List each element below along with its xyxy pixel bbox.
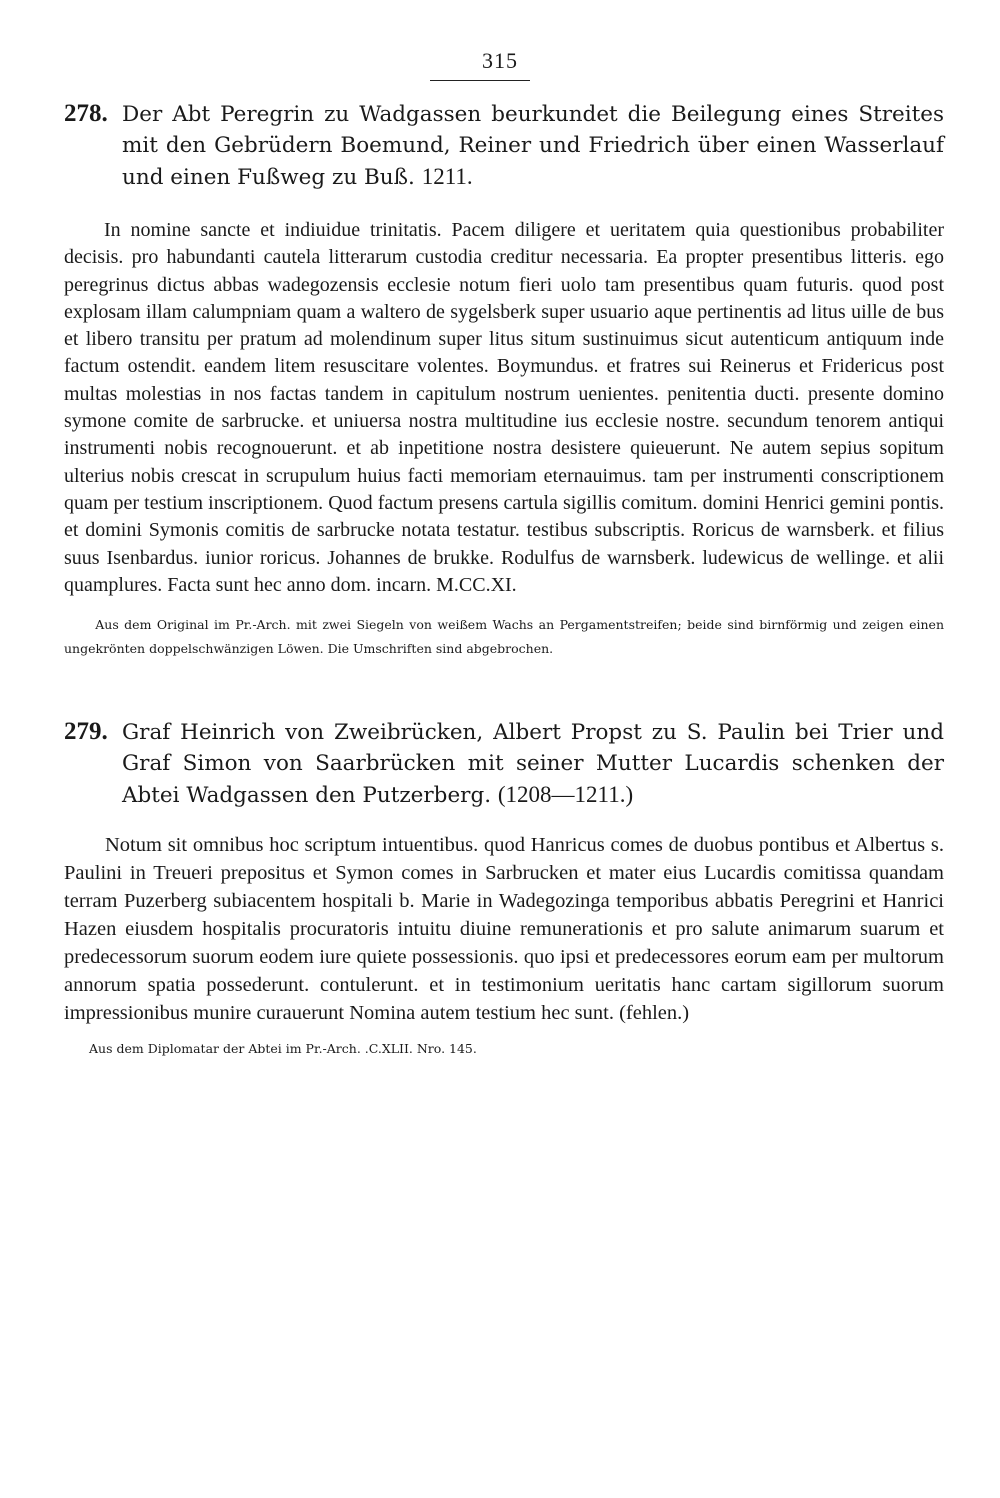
charter-text-paragraph: In nomine sancte et indiuidue trinitatis. Pacem diligere et ueritatem quia questionibus probabiliter decisis. pro habundanti cautela litterarum custodia creditur necessaria. Ea propter presentibus litteris. ego peregrinus dictus abbas wadegozensis ecclesie notum fieri uolo tam presentibus quam futuris. quod post explosam illam calumpniam quam a waltero de sygelsberk super usuario aque pertinentis ad litus uille de bus et libero transitu per pratum ad molendinum super litus situm sustinuimus sicut autenticum antiquum inde factum ostendit. eandem litem resuscitare volentes. Boymundus. et fratres sui Reinerus et Fridericus post multas molestias in nos factas tandem in capitulum nostrum uenientes. penitentia ducti. presente domino symone comite de sarbrucke. et uniuersa nostra multitudine ius ecclesie nostre. secundum tenorem antiqui instrumenti nobis recognouerunt. et ab inpetitione nostra desistere quieuerunt. Ne autem sepius sopitum ulterius nobis crescat in scrupulum huius facti memoriam eternauimus. tam per instrumenti conscriptionem quam per testium inscriptionem. Quod factum presens cartula sigillis comitum. domini Henrici gemini pontis. et domini Symonis comitis de sarbrucke notata testatur. testibus subscriptis. Roricus de warnsberk. et filius suus Isenbardus. iunior roricus. Johannes de brukke. Rodulfus de warnsberk. ludewicus de wellinge. et alii quamplures. Facta sunt hec anno dom. incarn. M.CC.XI. xyxy=(64,219,944,596)
source-note: Aus dem Original im Pr.-Arch. mit zwei Siegeln von weißem Wachs an Pergamentstreifen; beide sind birnförmig und zeigen einen ungekrönten doppelschwänzigen Löwen. Die Umschriften sind abgebrochen. xyxy=(64,617,944,657)
charter-heading xyxy=(64,716,944,811)
charter-278 xyxy=(64,98,944,661)
charter-number: 279. xyxy=(64,718,108,745)
charter-date: (1208—1211.) xyxy=(497,782,634,807)
source-note: Aus dem Diplomatar der Abtei im Pr.-Arch. .C.XLII. Nro. 145. xyxy=(89,1041,477,1056)
charter-text xyxy=(64,831,944,1027)
charter-heading xyxy=(64,98,944,193)
charter-text-paragraph: Notum sit omnibus hoc scriptum intuentibus. quod Hanricus comes de duobus pontibus et Albertus s. Paulini in Treueri prepositus et Symon comes in Sarbrucken et mater eius Lucardis comitissa quandam terram Puzerberg subiacentem hospitali b. Marie in Wadegozinga temporibus abbatis Peregrini et Hanrici Hazen eiusdem hospitalis procuratoris intuitu diuine remunerationis et pro salute animarum suarum et predecessorum suorum eodem iure quiete possessionis. quo ipsi et predecessores eorum eam per multorum annorum spatia possederunt. contulerunt. et in testimonium ueritatis hanc cartam sigillorum suorum impressionibus munire curauerunt Nomina autem testium hec sunt. (fehlen.) xyxy=(64,834,944,1024)
charter-number: 278. xyxy=(64,100,108,127)
charter-heading-text: Graf Heinrich von Zweibrücken, Albert Propst zu S. Paulin bei Trier und Graf Simon von Saarbrücken mit seiner Mutter Lucardis schenken der Abtei Wadgassen den Putzerberg. xyxy=(122,720,944,808)
charter-279 xyxy=(64,716,944,1061)
charter-heading-text: Der Abt Peregrin zu Wadgassen beurkundet die Beilegung eines Streites mit den Gebrüdern Boemund, Reiner und Friedrich über einen Wasserlauf und einen Fußweg zu Buß. xyxy=(122,102,944,190)
page-number-rule xyxy=(430,80,530,81)
charter-text xyxy=(64,217,944,599)
page-number: 315 xyxy=(482,48,518,73)
charter-date: 1211. xyxy=(421,164,473,189)
